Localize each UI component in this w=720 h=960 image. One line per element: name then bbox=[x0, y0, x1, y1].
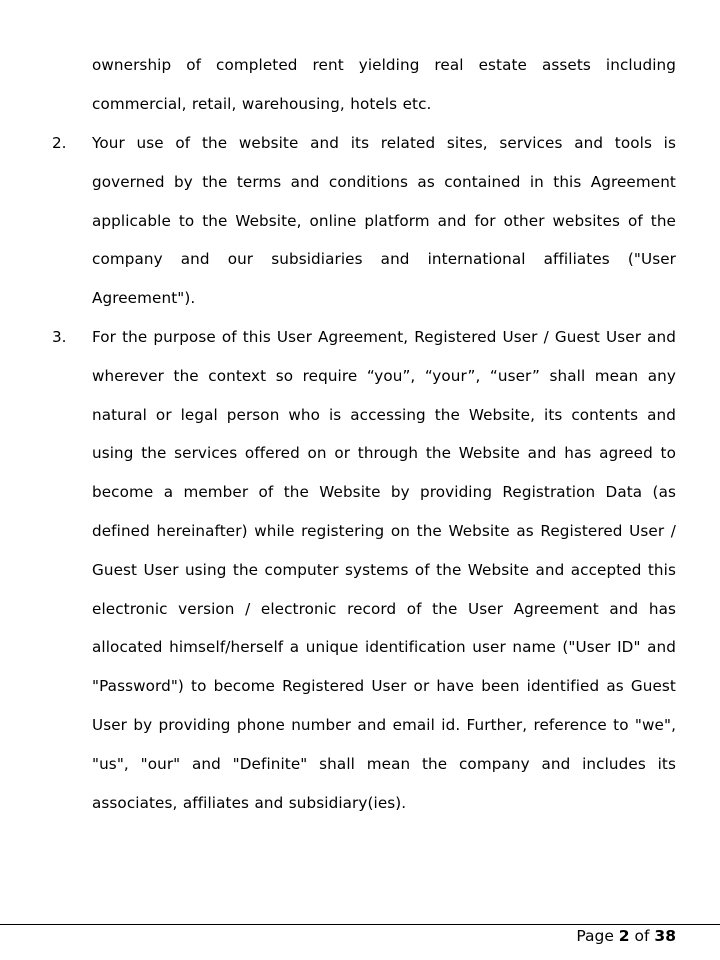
list-item-body bbox=[92, 124, 676, 318]
current-page-number: 2 bbox=[618, 927, 630, 945]
continued-paragraph bbox=[92, 46, 676, 124]
paragraph-text: Your use of the website and its related sites, services and tools is governed by the terms and conditions as contained in this Agreement applicable to the Website, online platform and for other websites of the company and our subsidiaries and international affiliates ("User Agreement"). bbox=[92, 134, 676, 308]
list-item-number: 2. bbox=[52, 134, 67, 152]
list-item-body bbox=[92, 318, 676, 822]
page-footer bbox=[576, 925, 676, 947]
of-label: of bbox=[634, 927, 650, 945]
total-pages-number: 38 bbox=[654, 927, 676, 945]
list-item-number: 3. bbox=[52, 328, 67, 346]
paragraph-text: ownership of completed rent yielding real estate assets including commercial, retail, warehousing, hotels etc. bbox=[92, 56, 676, 113]
page-label: Page bbox=[576, 927, 614, 945]
paragraph-text: For the purpose of this User Agreement, Registered User / Guest User and wherever the context so require “you”, “your”, “user” shall mean any natural or legal person who is accessing the Website, its contents and using the services offered on or through the Website and has agreed to become a member of the Website by providing Registration Data (as defined hereinafter) while registering on the Website as Registered User / Guest User using the computer systems of the Website and accepted this electronic version / electronic record of the User Agreement and has allocated himself/herself a unique identification user name ("User ID" and "Password") to become Registered User or have been identified as Guest User by providing phone number and email id. Further, reference to "we", "us", "our" and "Definite" shall mean the company and includes its associates, affiliates and subsidiary(ies). bbox=[92, 328, 676, 812]
